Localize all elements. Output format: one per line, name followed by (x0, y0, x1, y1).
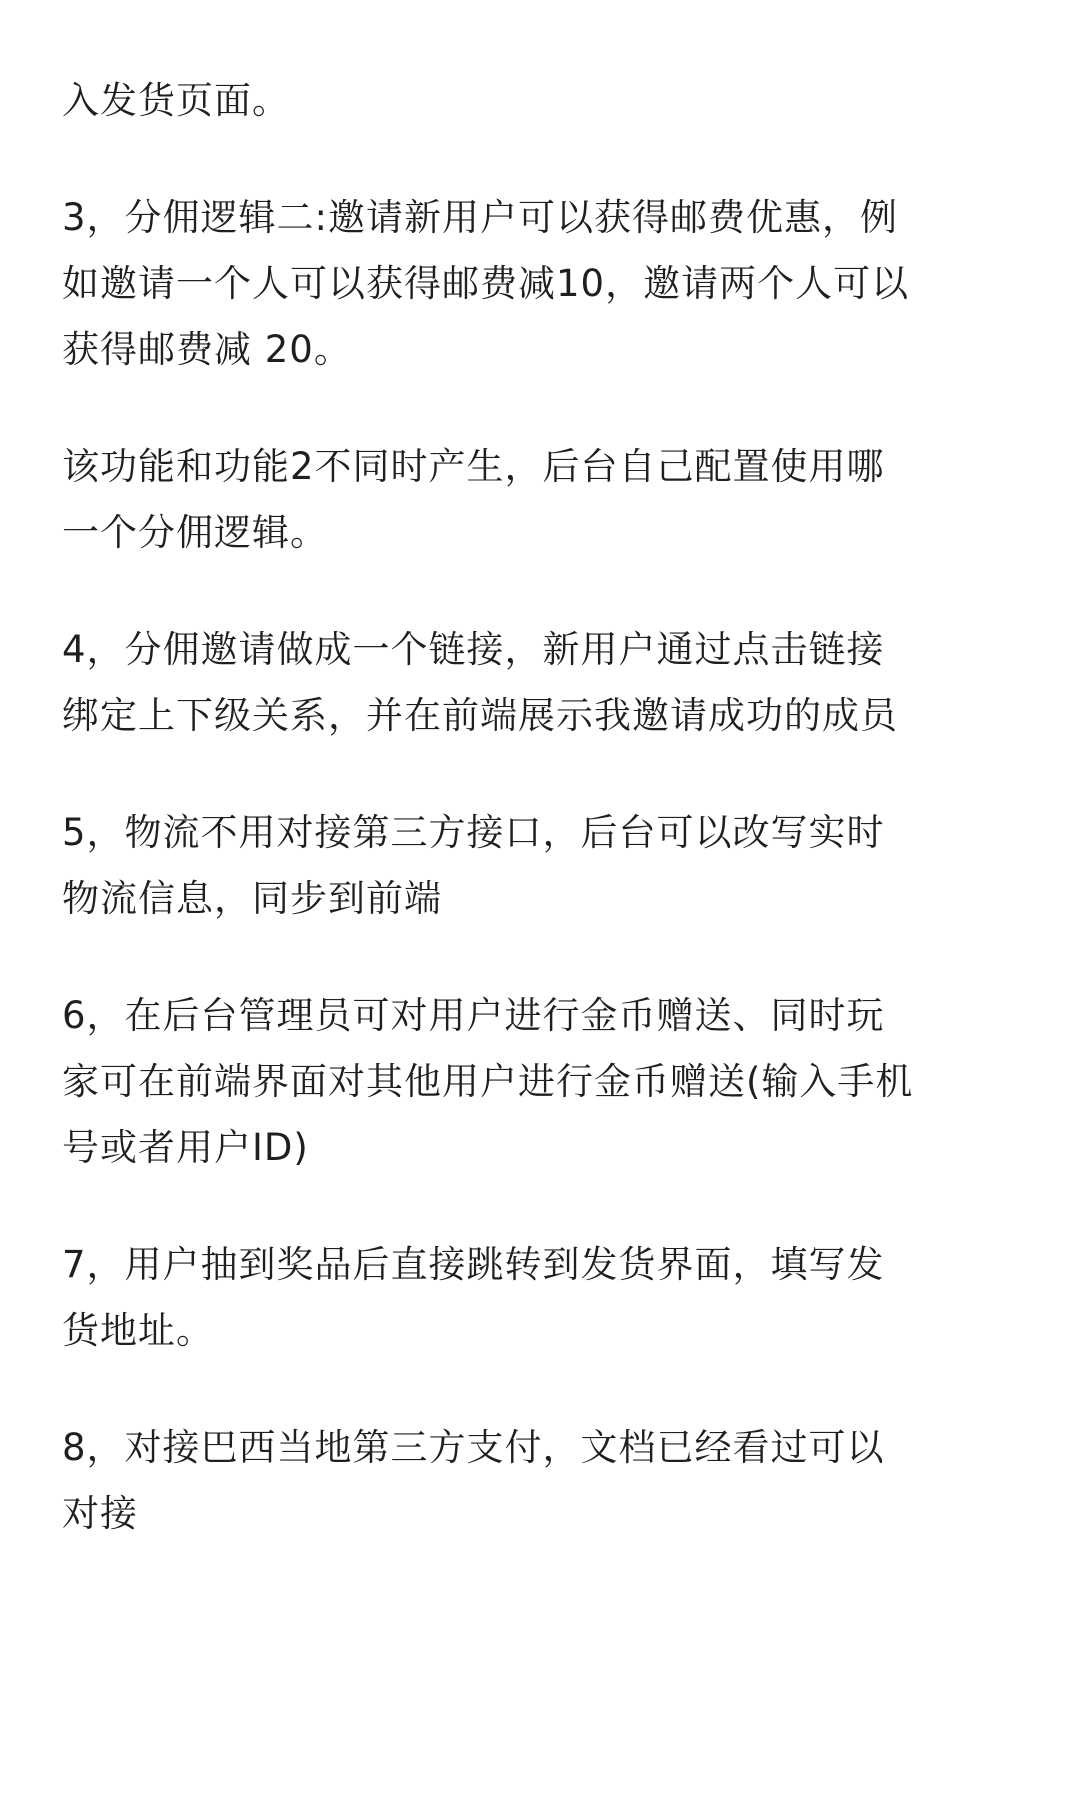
text-line: 对接 (62, 1492, 138, 1535)
text-line: 7，用户抽到奖品后直接跳转到发货界面，填写发 (62, 1243, 885, 1286)
text-line: 8，对接巴西当地第三方支付，文档已经看过可以 (62, 1426, 885, 1469)
text-line: 入发货页面。 (62, 79, 290, 122)
text-line: 获得邮费减 20。 (62, 328, 352, 371)
text-line: 一个分佣逻辑。 (62, 511, 328, 554)
paragraph-item-6 (62, 983, 1022, 1181)
paragraph-item-5 (62, 800, 1022, 932)
document-body (62, 68, 1022, 1598)
text-line: 家可在前端界面对其他用户进行金币赠送(输入手机 (62, 1060, 914, 1103)
text-line: 4，分佣邀请做成一个链接，新用户通过点击链接 (62, 628, 885, 671)
text-line: 绑定上下级关系，并在前端展示我邀请成功的成员 (62, 694, 898, 737)
text-line: 5，物流不用对接第三方接口，后台可以改写实时 (62, 811, 885, 854)
text-line: 物流信息，同步到前端 (62, 877, 442, 920)
paragraph-item-8 (62, 1415, 1022, 1547)
paragraph-note (62, 434, 1022, 566)
text-line: 号或者用户ID) (62, 1126, 309, 1169)
paragraph-item-4 (62, 617, 1022, 749)
paragraph-item-3 (62, 185, 1022, 383)
text-line: 3，分佣逻辑二:邀请新用户可以获得邮费优惠，例 (62, 196, 899, 239)
text-line: 货地址。 (62, 1309, 214, 1352)
text-line: 如邀请一个人可以获得邮费减10，邀请两个人可以 (62, 262, 910, 305)
text-line: 6，在后台管理员可对用户进行金币赠送、同时玩 (62, 994, 885, 1037)
text-line: 该功能和功能2不同时产生，后台自己配置使用哪 (62, 445, 885, 488)
paragraph-continuation (62, 68, 1022, 134)
paragraph-item-7 (62, 1232, 1022, 1364)
